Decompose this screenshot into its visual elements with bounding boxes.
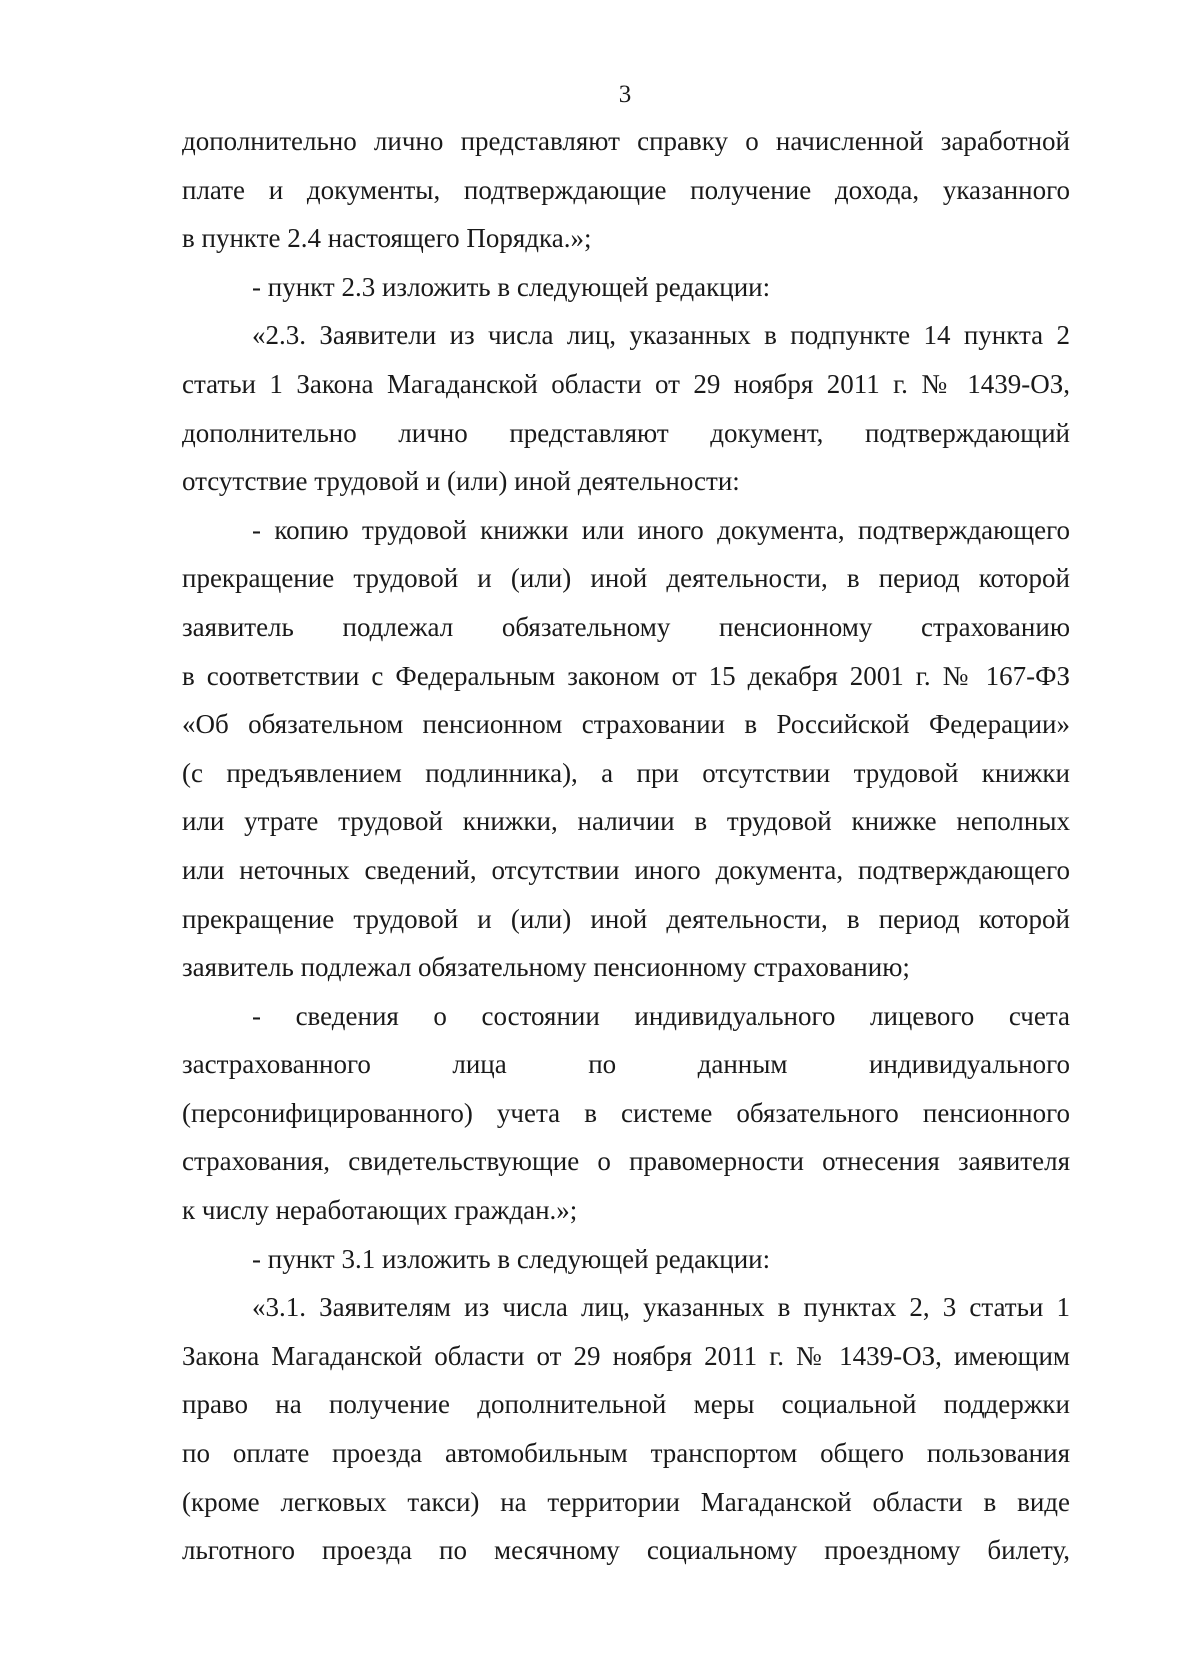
text-line: дополнительно лично представляют документ, подтверждающий	[182, 417, 1070, 448]
text-line: или утрате трудовой книжки, наличии в трудовой книжке неполных	[182, 806, 1070, 837]
text-line: - копию трудовой книжки или иного документа, подтверждающего	[252, 514, 1070, 545]
text-line: статьи 1 Закона Магаданской области от 29 ноября 2011 г. № 1439-ОЗ,	[182, 368, 1070, 399]
text-line: заявитель подлежал обязательному пенсионному страхованию;	[182, 952, 910, 983]
text-line: прекращение трудовой и (или) иной деятельности, в период которой	[182, 903, 1070, 934]
text-line: «Об обязательном пенсионном страховании в Российской Федерации»	[182, 709, 1070, 740]
text-line: (кроме легковых такси) на территории Магаданской области в виде	[182, 1486, 1070, 1517]
text-line: или неточных сведений, отсутствии иного документа, подтверждающего	[182, 854, 1070, 885]
text-line: «2.3. Заявители из числа лиц, указанных в подпункте 14 пункта 2	[252, 320, 1070, 351]
text-line: в пункте 2.4 настоящего Порядка.»;	[182, 223, 592, 254]
text-line: - пункт 3.1 изложить в следующей редакции:	[252, 1243, 771, 1274]
text-line: прекращение трудовой и (или) иной деятельности, в период которой	[182, 563, 1070, 594]
text-line: плате и документы, подтверждающие получение дохода, указанного	[182, 174, 1070, 205]
text-line: - пункт 2.3 изложить в следующей редакции:	[252, 271, 771, 302]
document-body	[182, 117, 1070, 1575]
text-line: - сведения о состоянии индивидуального лицевого счета	[252, 1000, 1070, 1031]
text-line: страхования, свидетельствующие о правомерности отнесения заявителя	[182, 1146, 1070, 1177]
text-line: в соответствии с Федеральным законом от 15 декабря 2001 г. № 167-ФЗ	[182, 660, 1070, 691]
text-line: к числу неработающих граждан.»;	[182, 1195, 578, 1226]
text-line: по оплате проезда автомобильным транспортом общего пользования	[182, 1438, 1070, 1469]
text-line: заявитель подлежал обязательному пенсионному страхованию	[182, 611, 1070, 642]
page-number: 3	[618, 81, 632, 108]
text-line: застрахованного лица по данным индивидуального	[182, 1049, 1070, 1080]
text-line: льготного проезда по месячному социальному проездному билету,	[182, 1535, 1070, 1566]
text-line: Закона Магаданской области от 29 ноября 2011 г. № 1439-ОЗ, имеющим	[182, 1340, 1070, 1371]
text-line: (персонифицированного) учета в системе обязательного пенсионного	[182, 1097, 1070, 1128]
text-line: дополнительно лично представляют справку о начисленной заработной	[182, 126, 1070, 156]
text-line: (с предъявлением подлинника), а при отсутствии трудовой книжки	[182, 757, 1070, 788]
text-line: право на получение дополнительной меры социальной поддержки	[182, 1389, 1070, 1420]
text-line: «3.1. Заявителям из числа лиц, указанных в пунктах 2, 3 статьи 1	[252, 1292, 1070, 1323]
text-line: отсутствие трудовой и (или) иной деятельности:	[182, 466, 740, 497]
